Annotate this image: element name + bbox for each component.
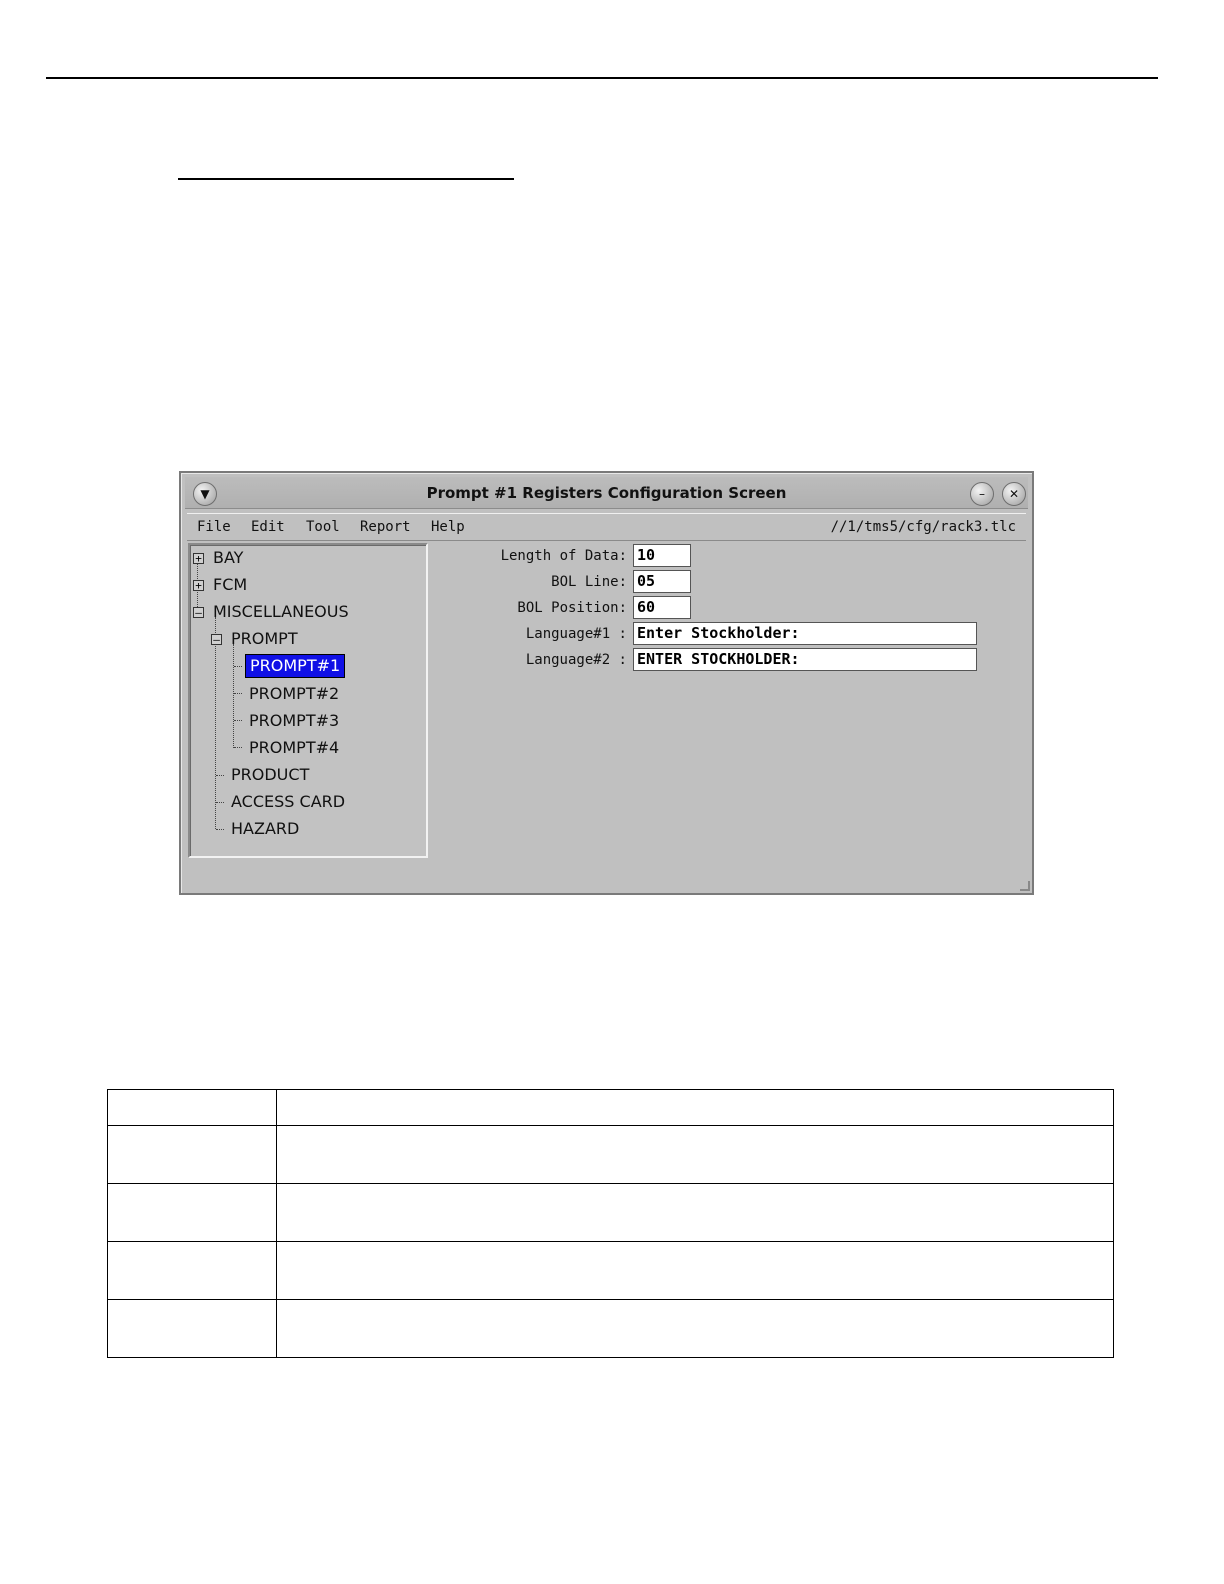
table-header-row (108, 1090, 1114, 1126)
tree-node-hazard[interactable]: HAZARD (231, 819, 300, 838)
menu-file[interactable]: File (197, 519, 231, 535)
menu-bar (187, 513, 1026, 541)
bol-position-input[interactable]: 60 (633, 596, 691, 619)
language1-input[interactable]: Enter Stockholder: (633, 622, 977, 645)
tree-connector (216, 802, 224, 803)
length-of-data-input[interactable]: 10 (633, 544, 691, 567)
tree-node-fcm[interactable]: FCM (213, 575, 248, 594)
length-of-data-label: Length of Data: (500, 548, 627, 564)
tree-node-miscellaneous[interactable]: MISCELLANEOUS (213, 602, 349, 621)
language1-label: Language#1 : (525, 626, 627, 642)
menu-edit[interactable]: Edit (251, 519, 285, 535)
table-row (108, 1126, 1114, 1184)
config-tree[interactable] (188, 543, 428, 858)
tree-connector (234, 747, 242, 748)
tree-node-bay[interactable]: BAY (213, 548, 244, 567)
file-path: //1/tms5/cfg/rack3.tlc (830, 519, 1016, 535)
collapse-prompt-icon[interactable]: – (211, 634, 222, 645)
language2-label: Language#2 : (525, 652, 627, 668)
tree-node-prompt[interactable]: PROMPT (231, 629, 298, 648)
window-title: Prompt #1 Registers Configuration Screen (426, 484, 787, 502)
title-bar[interactable] (185, 477, 1028, 509)
table-row (108, 1242, 1114, 1300)
config-window (179, 471, 1034, 895)
menu-help[interactable]: Help (431, 519, 465, 535)
tree-node-prompt4[interactable]: PROMPT#4 (249, 738, 340, 757)
resize-grip-icon[interactable] (1020, 881, 1030, 891)
tree-node-product[interactable]: PRODUCT (231, 765, 310, 784)
expand-bay-icon[interactable]: + (193, 553, 204, 564)
tree-connector (216, 829, 224, 830)
table-row (108, 1184, 1114, 1242)
tree-connector (234, 666, 242, 667)
tree-connector (216, 775, 224, 776)
field-description-table (107, 1089, 1114, 1358)
bol-line-label: BOL Line: (551, 574, 627, 590)
language2-input[interactable]: ENTER STOCKHOLDER: (633, 648, 977, 671)
tree-node-prompt2[interactable]: PROMPT#2 (249, 684, 340, 703)
tree-node-prompt3[interactable]: PROMPT#3 (249, 711, 340, 730)
table-row (108, 1300, 1114, 1358)
bol-line-input[interactable]: 05 (633, 570, 691, 593)
tree-connector (234, 693, 242, 694)
menu-tool[interactable]: Tool (306, 519, 340, 535)
collapse-misc-icon[interactable]: – (193, 607, 204, 618)
close-icon[interactable]: ✕ (1002, 482, 1026, 506)
tree-node-access-card[interactable]: ACCESS CARD (231, 792, 346, 811)
section-heading-underline (178, 178, 514, 180)
tree-node-prompt1-selected[interactable]: PROMPT#1 (245, 654, 345, 678)
tree-connector (233, 644, 234, 748)
menu-report[interactable]: Report (360, 519, 411, 535)
expand-fcm-icon[interactable]: + (193, 580, 204, 591)
minimize-icon[interactable]: – (970, 482, 994, 506)
tree-connector (234, 720, 242, 721)
tree-connector (215, 617, 216, 829)
top-rule (46, 77, 1158, 79)
bol-position-label: BOL Position: (517, 600, 627, 616)
window-menu-icon[interactable]: ▼ (193, 482, 217, 506)
